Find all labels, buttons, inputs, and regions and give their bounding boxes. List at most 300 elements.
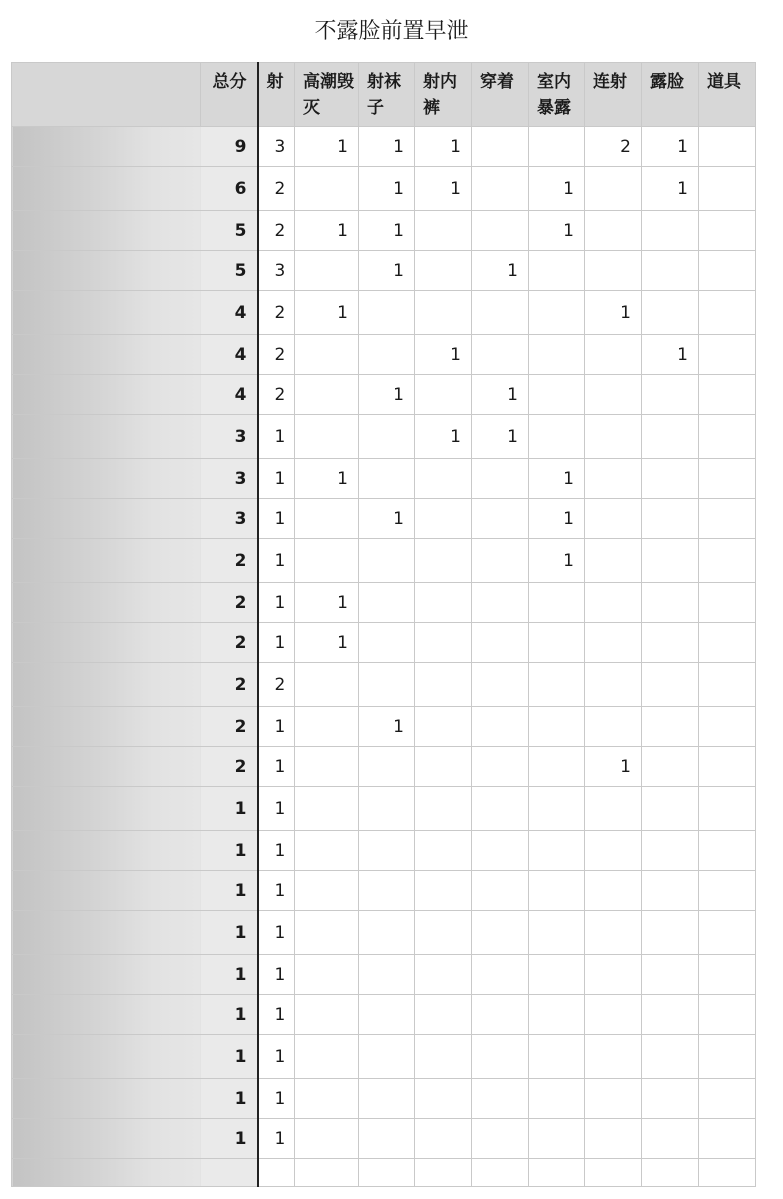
score-cell[interactable]: 1 bbox=[258, 911, 295, 955]
score-cell[interactable]: 1 bbox=[258, 995, 295, 1035]
table-row[interactable] bbox=[12, 1119, 756, 1159]
score-cell[interactable] bbox=[699, 871, 756, 911]
score-cell[interactable] bbox=[642, 499, 699, 539]
redacted-name-cell[interactable] bbox=[12, 955, 201, 995]
column-header-shot[interactable]: 射 bbox=[258, 63, 295, 127]
score-cell[interactable]: 2 bbox=[258, 167, 295, 211]
column-header-total[interactable]: 总分 bbox=[201, 63, 258, 127]
table-row[interactable] bbox=[12, 663, 756, 707]
total-score-cell[interactable]: 1 bbox=[201, 871, 258, 911]
table-row[interactable] bbox=[12, 375, 756, 415]
score-cell[interactable] bbox=[472, 707, 529, 747]
score-cell[interactable] bbox=[472, 539, 529, 583]
redacted-name-cell[interactable] bbox=[12, 787, 201, 831]
score-cell[interactable] bbox=[415, 787, 472, 831]
score-cell[interactable] bbox=[699, 459, 756, 499]
total-score-cell[interactable]: 1 bbox=[201, 1119, 258, 1159]
redacted-name-cell[interactable] bbox=[12, 663, 201, 707]
score-cell[interactable] bbox=[295, 1035, 359, 1079]
score-cell[interactable]: 2 bbox=[258, 291, 295, 335]
score-cell[interactable] bbox=[472, 955, 529, 995]
score-cell[interactable] bbox=[359, 911, 415, 955]
score-cell[interactable] bbox=[699, 291, 756, 335]
score-cell[interactable] bbox=[585, 167, 642, 211]
score-cell[interactable]: 1 bbox=[415, 127, 472, 167]
score-cell[interactable]: 1 bbox=[472, 415, 529, 459]
redacted-name-cell[interactable] bbox=[12, 995, 201, 1035]
score-cell[interactable] bbox=[295, 995, 359, 1035]
score-cell[interactable] bbox=[585, 375, 642, 415]
total-score-cell[interactable]: 1 bbox=[201, 1035, 258, 1079]
score-cell[interactable] bbox=[295, 167, 359, 211]
redacted-name-cell[interactable] bbox=[12, 127, 201, 167]
score-cell[interactable] bbox=[295, 539, 359, 583]
score-cell[interactable] bbox=[415, 583, 472, 623]
score-cell[interactable] bbox=[529, 127, 585, 167]
table-row[interactable] bbox=[12, 291, 756, 335]
total-score-cell[interactable]: 2 bbox=[201, 539, 258, 583]
score-cell[interactable]: 1 bbox=[642, 127, 699, 167]
table-row[interactable] bbox=[12, 871, 756, 911]
score-cell[interactable]: 1 bbox=[258, 787, 295, 831]
score-cell[interactable] bbox=[699, 211, 756, 251]
column-header-ruined-orgasm[interactable]: 高潮毁灭 bbox=[295, 63, 359, 127]
score-cell[interactable] bbox=[699, 663, 756, 707]
score-cell[interactable] bbox=[529, 335, 585, 375]
score-cell[interactable]: 1 bbox=[258, 623, 295, 663]
score-cell[interactable]: 3 bbox=[258, 127, 295, 167]
score-cell[interactable] bbox=[585, 831, 642, 871]
score-cell[interactable]: 1 bbox=[295, 623, 359, 663]
column-header-consecutive[interactable]: 连射 bbox=[585, 63, 642, 127]
score-cell[interactable] bbox=[472, 787, 529, 831]
score-cell[interactable]: 1 bbox=[258, 583, 295, 623]
score-cell[interactable] bbox=[585, 787, 642, 831]
redacted-name-cell[interactable] bbox=[12, 871, 201, 911]
score-cell[interactable] bbox=[415, 831, 472, 871]
total-score-cell[interactable]: 1 bbox=[201, 787, 258, 831]
redacted-name-cell[interactable] bbox=[12, 167, 201, 211]
score-cell[interactable]: 1 bbox=[359, 167, 415, 211]
score-cell[interactable]: 1 bbox=[529, 539, 585, 583]
score-cell[interactable] bbox=[359, 291, 415, 335]
table-row[interactable] bbox=[12, 539, 756, 583]
redacted-name-cell[interactable] bbox=[12, 1119, 201, 1159]
table-row[interactable] bbox=[12, 995, 756, 1035]
score-cell[interactable] bbox=[529, 623, 585, 663]
score-cell[interactable]: 1 bbox=[585, 291, 642, 335]
column-header-indoor-exposure[interactable]: 室内暴露 bbox=[529, 63, 585, 127]
score-cell[interactable] bbox=[295, 663, 359, 707]
total-score-cell[interactable]: 1 bbox=[201, 1079, 258, 1119]
score-cell[interactable] bbox=[699, 375, 756, 415]
score-cell[interactable] bbox=[585, 663, 642, 707]
redacted-name-cell[interactable] bbox=[12, 707, 201, 747]
empty-cell[interactable] bbox=[201, 1159, 258, 1187]
total-score-cell[interactable]: 2 bbox=[201, 747, 258, 787]
score-cell[interactable] bbox=[642, 1079, 699, 1119]
score-cell[interactable] bbox=[699, 335, 756, 375]
score-cell[interactable] bbox=[699, 1035, 756, 1079]
empty-cell[interactable] bbox=[258, 1159, 295, 1187]
score-cell[interactable]: 1 bbox=[258, 871, 295, 911]
score-cell[interactable] bbox=[585, 623, 642, 663]
redacted-name-cell[interactable] bbox=[12, 911, 201, 955]
table-row[interactable] bbox=[12, 415, 756, 459]
empty-row[interactable] bbox=[12, 1159, 756, 1187]
score-cell[interactable] bbox=[585, 583, 642, 623]
score-cell[interactable] bbox=[699, 911, 756, 955]
score-cell[interactable] bbox=[295, 911, 359, 955]
score-cell[interactable] bbox=[642, 831, 699, 871]
score-cell[interactable] bbox=[472, 291, 529, 335]
score-cell[interactable] bbox=[699, 127, 756, 167]
score-cell[interactable] bbox=[699, 955, 756, 995]
score-cell[interactable]: 2 bbox=[258, 211, 295, 251]
score-cell[interactable] bbox=[699, 623, 756, 663]
score-cell[interactable]: 1 bbox=[295, 127, 359, 167]
score-cell[interactable] bbox=[585, 251, 642, 291]
score-cell[interactable] bbox=[415, 375, 472, 415]
score-cell[interactable] bbox=[415, 539, 472, 583]
score-cell[interactable] bbox=[295, 1079, 359, 1119]
score-cell[interactable]: 1 bbox=[359, 707, 415, 747]
score-cell[interactable] bbox=[472, 127, 529, 167]
score-cell[interactable] bbox=[295, 707, 359, 747]
score-cell[interactable] bbox=[642, 663, 699, 707]
total-score-cell[interactable]: 4 bbox=[201, 291, 258, 335]
score-cell[interactable] bbox=[699, 415, 756, 459]
score-cell[interactable]: 1 bbox=[529, 499, 585, 539]
score-cell[interactable] bbox=[529, 583, 585, 623]
score-cell[interactable] bbox=[472, 747, 529, 787]
empty-cell[interactable] bbox=[472, 1159, 529, 1187]
score-cell[interactable]: 2 bbox=[258, 335, 295, 375]
score-cell[interactable]: 2 bbox=[258, 663, 295, 707]
score-cell[interactable] bbox=[359, 663, 415, 707]
score-cell[interactable]: 1 bbox=[415, 335, 472, 375]
total-score-cell[interactable]: 1 bbox=[201, 995, 258, 1035]
total-score-cell[interactable]: 1 bbox=[201, 955, 258, 995]
table-row[interactable] bbox=[12, 747, 756, 787]
score-cell[interactable] bbox=[415, 707, 472, 747]
score-cell[interactable] bbox=[415, 623, 472, 663]
score-cell[interactable] bbox=[359, 1119, 415, 1159]
column-header-wearing[interactable]: 穿着 bbox=[472, 63, 529, 127]
score-cell[interactable] bbox=[529, 1119, 585, 1159]
score-cell[interactable]: 1 bbox=[359, 251, 415, 291]
total-score-cell[interactable]: 5 bbox=[201, 251, 258, 291]
score-cell[interactable] bbox=[472, 583, 529, 623]
score-cell[interactable]: 2 bbox=[585, 127, 642, 167]
total-score-cell[interactable]: 9 bbox=[201, 127, 258, 167]
total-score-cell[interactable]: 3 bbox=[201, 459, 258, 499]
score-cell[interactable] bbox=[295, 871, 359, 911]
score-cell[interactable] bbox=[415, 955, 472, 995]
table-row[interactable] bbox=[12, 335, 756, 375]
score-cell[interactable]: 1 bbox=[359, 375, 415, 415]
score-cell[interactable] bbox=[529, 663, 585, 707]
score-cell[interactable]: 1 bbox=[258, 831, 295, 871]
score-cell[interactable] bbox=[585, 459, 642, 499]
score-cell[interactable]: 1 bbox=[359, 127, 415, 167]
score-cell[interactable] bbox=[359, 335, 415, 375]
table-row[interactable] bbox=[12, 623, 756, 663]
score-cell[interactable] bbox=[359, 459, 415, 499]
table-row[interactable] bbox=[12, 583, 756, 623]
redacted-name-cell[interactable] bbox=[12, 583, 201, 623]
score-cell[interactable] bbox=[529, 871, 585, 911]
total-score-cell[interactable]: 4 bbox=[201, 375, 258, 415]
score-cell[interactable] bbox=[415, 459, 472, 499]
score-cell[interactable] bbox=[472, 623, 529, 663]
score-cell[interactable] bbox=[472, 1035, 529, 1079]
score-cell[interactable] bbox=[529, 787, 585, 831]
score-cell[interactable] bbox=[529, 1079, 585, 1119]
total-score-cell[interactable]: 2 bbox=[201, 663, 258, 707]
score-cell[interactable] bbox=[359, 623, 415, 663]
score-cell[interactable] bbox=[585, 871, 642, 911]
column-header-name[interactable] bbox=[12, 63, 201, 127]
score-cell[interactable] bbox=[295, 955, 359, 995]
table-row[interactable] bbox=[12, 251, 756, 291]
score-cell[interactable]: 1 bbox=[295, 291, 359, 335]
score-cell[interactable] bbox=[642, 747, 699, 787]
empty-cell[interactable] bbox=[642, 1159, 699, 1187]
score-cell[interactable] bbox=[699, 499, 756, 539]
score-cell[interactable] bbox=[642, 787, 699, 831]
table-row[interactable] bbox=[12, 831, 756, 871]
score-cell[interactable] bbox=[529, 1035, 585, 1079]
table-row[interactable] bbox=[12, 1035, 756, 1079]
total-score-cell[interactable]: 3 bbox=[201, 499, 258, 539]
empty-cell[interactable] bbox=[359, 1159, 415, 1187]
score-cell[interactable] bbox=[415, 747, 472, 787]
score-cell[interactable]: 1 bbox=[529, 459, 585, 499]
score-cell[interactable]: 1 bbox=[258, 747, 295, 787]
empty-cell[interactable] bbox=[415, 1159, 472, 1187]
score-cell[interactable] bbox=[472, 499, 529, 539]
score-cell[interactable]: 1 bbox=[359, 211, 415, 251]
score-cell[interactable]: 1 bbox=[258, 499, 295, 539]
redacted-name-cell[interactable] bbox=[12, 459, 201, 499]
score-cell[interactable] bbox=[472, 1119, 529, 1159]
score-cell[interactable] bbox=[585, 499, 642, 539]
score-cell[interactable] bbox=[642, 415, 699, 459]
column-header-props[interactable]: 道具 bbox=[699, 63, 756, 127]
score-cell[interactable] bbox=[295, 251, 359, 291]
score-cell[interactable]: 1 bbox=[258, 539, 295, 583]
score-cell[interactable] bbox=[699, 539, 756, 583]
score-cell[interactable] bbox=[359, 955, 415, 995]
score-cell[interactable] bbox=[415, 499, 472, 539]
column-header-face[interactable]: 露脸 bbox=[642, 63, 699, 127]
score-cell[interactable] bbox=[529, 831, 585, 871]
score-cell[interactable] bbox=[585, 707, 642, 747]
table-row[interactable] bbox=[12, 499, 756, 539]
score-cell[interactable] bbox=[415, 211, 472, 251]
score-cell[interactable]: 1 bbox=[472, 375, 529, 415]
table-row[interactable] bbox=[12, 167, 756, 211]
score-cell[interactable] bbox=[415, 1079, 472, 1119]
score-cell[interactable]: 1 bbox=[258, 1035, 295, 1079]
column-header-socks[interactable]: 射袜子 bbox=[359, 63, 415, 127]
score-cell[interactable] bbox=[472, 871, 529, 911]
score-cell[interactable] bbox=[642, 911, 699, 955]
score-cell[interactable] bbox=[415, 1035, 472, 1079]
score-cell[interactable] bbox=[415, 251, 472, 291]
redacted-name-cell[interactable] bbox=[12, 747, 201, 787]
score-cell[interactable] bbox=[699, 1119, 756, 1159]
score-cell[interactable] bbox=[642, 375, 699, 415]
score-cell[interactable] bbox=[295, 499, 359, 539]
score-cell[interactable] bbox=[585, 955, 642, 995]
score-cell[interactable] bbox=[699, 167, 756, 211]
score-cell[interactable] bbox=[359, 787, 415, 831]
redacted-name-cell[interactable] bbox=[12, 415, 201, 459]
score-cell[interactable] bbox=[359, 1035, 415, 1079]
empty-cell[interactable] bbox=[699, 1159, 756, 1187]
score-cell[interactable]: 1 bbox=[295, 459, 359, 499]
score-cell[interactable]: 1 bbox=[295, 583, 359, 623]
score-cell[interactable] bbox=[472, 995, 529, 1035]
score-cell[interactable] bbox=[585, 995, 642, 1035]
redacted-name-cell[interactable] bbox=[12, 831, 201, 871]
score-cell[interactable] bbox=[642, 459, 699, 499]
table-row[interactable] bbox=[12, 211, 756, 251]
score-cell[interactable] bbox=[699, 707, 756, 747]
total-score-cell[interactable]: 6 bbox=[201, 167, 258, 211]
score-cell[interactable]: 1 bbox=[359, 499, 415, 539]
score-cell[interactable] bbox=[642, 1119, 699, 1159]
score-cell[interactable]: 1 bbox=[415, 415, 472, 459]
score-cell[interactable] bbox=[642, 251, 699, 291]
score-cell[interactable] bbox=[295, 415, 359, 459]
score-cell[interactable]: 1 bbox=[472, 251, 529, 291]
score-cell[interactable]: 1 bbox=[529, 167, 585, 211]
total-score-cell[interactable]: 2 bbox=[201, 623, 258, 663]
table-row[interactable] bbox=[12, 911, 756, 955]
score-cell[interactable] bbox=[415, 663, 472, 707]
total-score-cell[interactable]: 5 bbox=[201, 211, 258, 251]
score-cell[interactable] bbox=[585, 1079, 642, 1119]
redacted-name-cell[interactable] bbox=[12, 1035, 201, 1079]
score-cell[interactable] bbox=[642, 955, 699, 995]
score-cell[interactable] bbox=[359, 747, 415, 787]
score-cell[interactable]: 2 bbox=[258, 375, 295, 415]
empty-cell[interactable] bbox=[529, 1159, 585, 1187]
redacted-name-cell[interactable] bbox=[12, 623, 201, 663]
score-cell[interactable] bbox=[472, 663, 529, 707]
score-cell[interactable] bbox=[699, 995, 756, 1035]
table-row[interactable] bbox=[12, 707, 756, 747]
score-cell[interactable] bbox=[585, 539, 642, 583]
total-score-cell[interactable]: 2 bbox=[201, 583, 258, 623]
score-cell[interactable] bbox=[359, 871, 415, 911]
score-cell[interactable] bbox=[359, 539, 415, 583]
table-row[interactable] bbox=[12, 955, 756, 995]
score-cell[interactable] bbox=[585, 911, 642, 955]
score-cell[interactable] bbox=[699, 787, 756, 831]
score-cell[interactable]: 3 bbox=[258, 251, 295, 291]
table-row[interactable] bbox=[12, 127, 756, 167]
score-cell[interactable] bbox=[642, 539, 699, 583]
score-cell[interactable] bbox=[415, 871, 472, 911]
score-cell[interactable] bbox=[642, 995, 699, 1035]
score-cell[interactable] bbox=[699, 583, 756, 623]
score-cell[interactable]: 1 bbox=[258, 707, 295, 747]
score-cell[interactable]: 1 bbox=[415, 167, 472, 211]
score-cell[interactable] bbox=[642, 211, 699, 251]
score-cell[interactable] bbox=[472, 211, 529, 251]
score-cell[interactable]: 1 bbox=[258, 1079, 295, 1119]
score-cell[interactable] bbox=[529, 747, 585, 787]
score-cell[interactable] bbox=[699, 747, 756, 787]
score-cell[interactable] bbox=[359, 831, 415, 871]
empty-cell[interactable] bbox=[585, 1159, 642, 1187]
score-cell[interactable]: 1 bbox=[642, 335, 699, 375]
empty-cell[interactable] bbox=[295, 1159, 359, 1187]
redacted-name-cell[interactable] bbox=[12, 1079, 201, 1119]
score-cell[interactable] bbox=[472, 831, 529, 871]
score-cell[interactable] bbox=[529, 995, 585, 1035]
score-cell[interactable] bbox=[585, 335, 642, 375]
score-cell[interactable] bbox=[295, 335, 359, 375]
score-cell[interactable] bbox=[472, 459, 529, 499]
score-cell[interactable] bbox=[699, 831, 756, 871]
score-cell[interactable] bbox=[359, 415, 415, 459]
score-cell[interactable] bbox=[415, 291, 472, 335]
score-cell[interactable] bbox=[359, 995, 415, 1035]
score-cell[interactable] bbox=[642, 707, 699, 747]
score-cell[interactable]: 1 bbox=[585, 747, 642, 787]
score-cell[interactable] bbox=[585, 415, 642, 459]
redacted-name-cell[interactable] bbox=[12, 499, 201, 539]
score-cell[interactable] bbox=[295, 747, 359, 787]
score-cell[interactable] bbox=[472, 1079, 529, 1119]
score-cell[interactable] bbox=[295, 375, 359, 415]
score-cell[interactable] bbox=[529, 291, 585, 335]
score-cell[interactable]: 1 bbox=[295, 211, 359, 251]
score-cell[interactable] bbox=[359, 1079, 415, 1119]
redacted-name-cell[interactable] bbox=[12, 251, 201, 291]
score-cell[interactable] bbox=[415, 911, 472, 955]
score-cell[interactable]: 1 bbox=[258, 415, 295, 459]
score-cell[interactable]: 1 bbox=[642, 167, 699, 211]
score-cell[interactable] bbox=[585, 1119, 642, 1159]
score-cell[interactable] bbox=[585, 211, 642, 251]
total-score-cell[interactable]: 1 bbox=[201, 831, 258, 871]
total-score-cell[interactable]: 3 bbox=[201, 415, 258, 459]
table-row[interactable] bbox=[12, 459, 756, 499]
score-cell[interactable] bbox=[529, 955, 585, 995]
score-cell[interactable] bbox=[642, 583, 699, 623]
score-cell[interactable] bbox=[295, 831, 359, 871]
total-score-cell[interactable]: 2 bbox=[201, 707, 258, 747]
score-cell[interactable] bbox=[529, 251, 585, 291]
score-cell[interactable] bbox=[295, 787, 359, 831]
score-cell[interactable] bbox=[472, 335, 529, 375]
score-cell[interactable]: 1 bbox=[529, 211, 585, 251]
score-cell[interactable] bbox=[529, 415, 585, 459]
score-cell[interactable] bbox=[529, 911, 585, 955]
score-cell[interactable] bbox=[699, 251, 756, 291]
score-cell[interactable]: 1 bbox=[258, 1119, 295, 1159]
redacted-name-cell[interactable] bbox=[12, 291, 201, 335]
table-row[interactable] bbox=[12, 1079, 756, 1119]
total-score-cell[interactable]: 4 bbox=[201, 335, 258, 375]
score-cell[interactable]: 1 bbox=[258, 459, 295, 499]
